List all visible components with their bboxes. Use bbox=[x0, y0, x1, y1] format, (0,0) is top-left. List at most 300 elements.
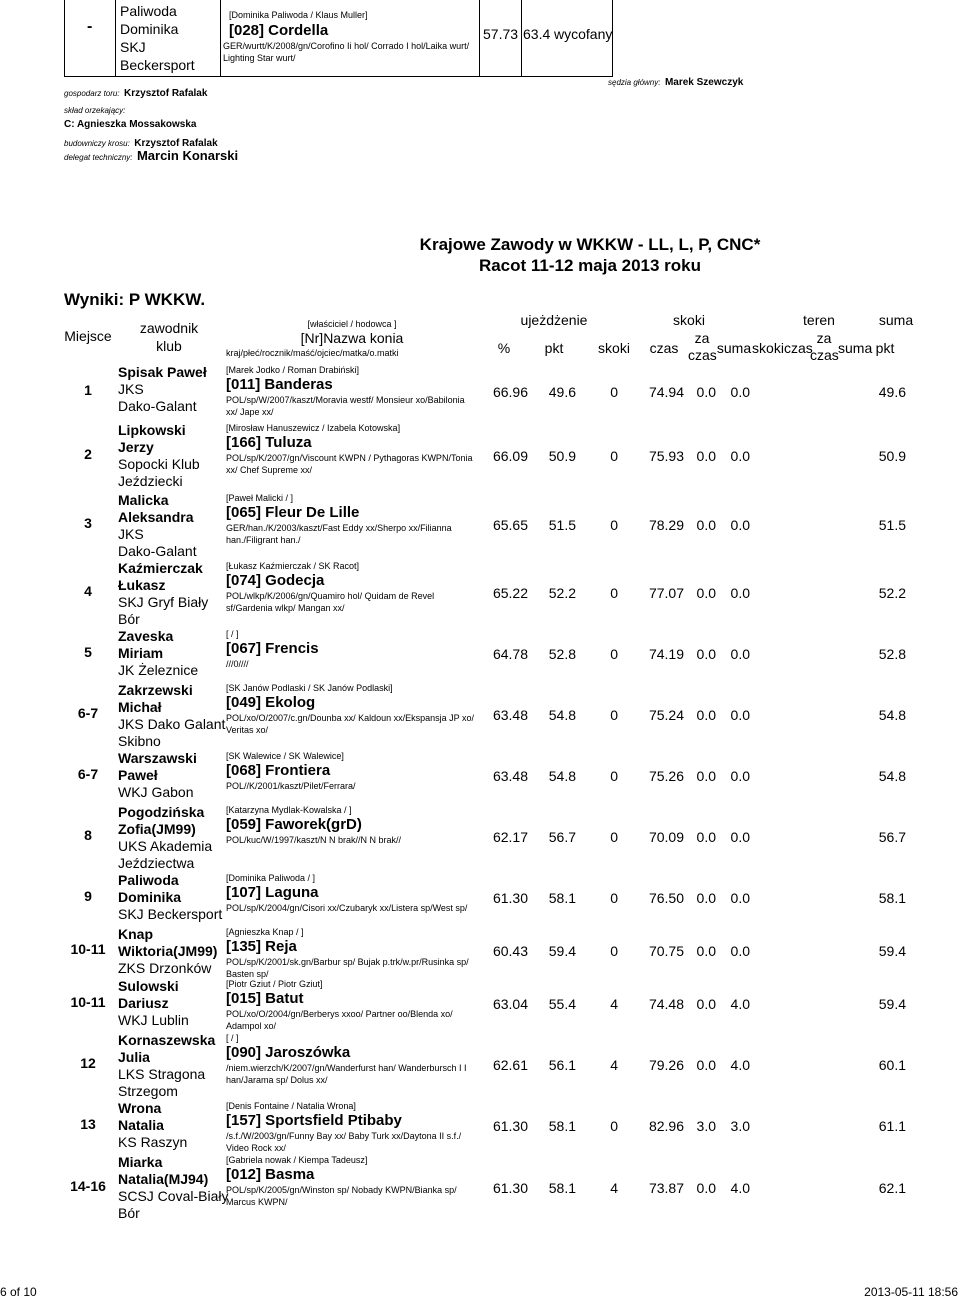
rider-line: Kornaszewska bbox=[118, 1032, 216, 1048]
row-pct: 60.43 bbox=[492, 943, 528, 959]
rider-line: Skibno bbox=[118, 733, 161, 749]
hdr-place: Miejsce bbox=[64, 328, 112, 344]
chief-label: sędzia główny: bbox=[608, 78, 661, 87]
rider-line: Zaveska bbox=[118, 628, 174, 644]
rider-line: Jeździectwa bbox=[118, 855, 195, 871]
row-horse bbox=[226, 804, 478, 846]
row-rider bbox=[118, 1154, 228, 1222]
row-horse-details: POL/sp/K/2005/gn/Winston sp/ Nobady KWPN/Bianka sp/ Marcus KWPN/ bbox=[226, 1185, 457, 1207]
rider-line: Paliwoda bbox=[118, 872, 179, 888]
row-horse bbox=[226, 682, 478, 736]
row-horse-details: /s.f./W/2003/gn/Funny Bay xx/ Baby Turk xx/Daytona II s.f./ Video Rock xx/ bbox=[226, 1131, 462, 1153]
row-pkt: 52.8 bbox=[548, 646, 576, 662]
hdr-cczas: czas bbox=[784, 340, 813, 356]
row-horse-details: POL/xo/O/2004/gn/Berberys xxoo/ Partner oo/Blenda xo/ Adampol xo/ bbox=[226, 1009, 453, 1031]
row-place: 1 bbox=[84, 382, 92, 398]
row-horse bbox=[226, 872, 478, 914]
rider-line: Jeździecki bbox=[118, 473, 183, 489]
row-horse-name: [074] Godecja bbox=[226, 572, 325, 589]
row-czas: 76.50 bbox=[648, 890, 684, 906]
delegate-label: delegat techniczny: bbox=[64, 153, 133, 162]
row-pkt: 56.7 bbox=[548, 829, 576, 845]
row-czas: 75.93 bbox=[648, 448, 684, 464]
course-name: Krzysztof Rafalak bbox=[134, 138, 218, 149]
top-rider bbox=[120, 2, 195, 74]
row-owner: [Mirosław Hanuszewicz / Izabela Kotowska] bbox=[226, 423, 401, 433]
row-horse-details: POL/sp/W/2007/kaszt/Moravia westf/ Monsieur xo/Babilonia xx/ Jape xx/ bbox=[226, 395, 465, 417]
row-pct: 64.78 bbox=[492, 646, 528, 662]
row-horse bbox=[226, 1154, 478, 1208]
rider-line: Strzegom bbox=[118, 1083, 178, 1099]
rider-line: Zakrzewski bbox=[118, 682, 193, 698]
rider-line: Dako-Galant bbox=[118, 543, 197, 559]
row-total: 59.4 bbox=[878, 996, 906, 1012]
row-suma: 0.0 bbox=[730, 890, 750, 906]
row-horse-details: POL/sp/K/2007/gn/Viscount KWPN / Pythagoras KWPN/Tonia xx/ Chef Supreme xx/ bbox=[226, 453, 473, 475]
row-total: 52.8 bbox=[878, 646, 906, 662]
rider-line: Wiktoria(JM99) bbox=[118, 943, 218, 959]
hdr-pkt: pkt bbox=[544, 340, 564, 356]
results-label: Wyniki: P WKKW. bbox=[64, 290, 206, 309]
row-horse-details: POL/kuc/W/1997/kaszt/N N brak//N N brak// bbox=[226, 835, 402, 845]
hdr-horse: [Nr]Nazwa konia bbox=[300, 330, 404, 346]
row-horse-details: /niem.wierzch/K/2007/gn/Wanderfurst han/ Wanderbursch I I han/Jarama sp/ Dolus xx/ bbox=[226, 1063, 467, 1085]
row-pct: 65.65 bbox=[492, 517, 528, 533]
row-skoki: 0 bbox=[610, 646, 618, 662]
row-skoki: 0 bbox=[610, 890, 618, 906]
top-horse-name: [028] Cordella bbox=[229, 22, 329, 39]
row-za: 0.0 bbox=[696, 384, 716, 400]
row-place: 6-7 bbox=[77, 705, 99, 721]
row-skoki: 0 bbox=[610, 1118, 618, 1134]
row-place: 9 bbox=[84, 888, 92, 904]
row-horse-name: [067] Frencis bbox=[226, 640, 319, 657]
row-horse-details: ///0//// bbox=[226, 659, 249, 669]
row-suma: 0.0 bbox=[730, 707, 750, 723]
table-row bbox=[64, 924, 960, 979]
row-horse-details: GER/han./K/2003/kaszt/Fast Eddy xx/Sherpo xx/Filianna han./Filigrant han./ bbox=[226, 523, 452, 545]
row-suma: 0.0 bbox=[730, 384, 750, 400]
hdr-suma: suma bbox=[716, 340, 752, 356]
rider-line: WKJ Gabon bbox=[118, 784, 194, 800]
judges-name: C: Agnieszka Mossakowska bbox=[64, 119, 197, 130]
row-za: 0.0 bbox=[696, 585, 716, 601]
rider-line: WKJ Lublin bbox=[118, 1012, 189, 1028]
row-owner: [Marek Jodko / Roman Drabiński] bbox=[226, 365, 360, 375]
row-owner: [Paweł Malicki / ] bbox=[226, 493, 294, 503]
table-row bbox=[64, 802, 960, 870]
row-pkt: 58.1 bbox=[548, 890, 576, 906]
row-pct: 61.30 bbox=[492, 1118, 528, 1134]
delegate-line bbox=[64, 147, 238, 165]
row-total: 60.1 bbox=[878, 1057, 906, 1073]
row-total: 61.1 bbox=[878, 1118, 906, 1134]
title-line1: Krajowe Zawody w WKKW - LL, L, P, CNC* bbox=[419, 235, 761, 254]
rider-line: Julia bbox=[118, 1049, 150, 1065]
row-horse-name: [107] Laguna bbox=[226, 884, 319, 901]
table-row bbox=[64, 680, 960, 748]
row-horse-name: [059] Faworek(grD) bbox=[226, 816, 362, 833]
row-horse-name: [068] Frontiera bbox=[226, 762, 331, 779]
top-rider-line: Dominika bbox=[120, 21, 179, 37]
title-line2: Racot 11-12 maja 2013 roku bbox=[478, 256, 702, 275]
row-rider bbox=[118, 1100, 187, 1151]
row-owner: [SK Walewice / SK Walewice] bbox=[226, 751, 344, 761]
row-horse bbox=[226, 750, 478, 792]
row-owner: [Katarzyna Mydlak-Kowalska / ] bbox=[226, 805, 352, 815]
row-za: 0.0 bbox=[696, 1057, 716, 1073]
row-owner: [ / ] bbox=[226, 1033, 239, 1043]
row-skoki: 0 bbox=[610, 585, 618, 601]
row-owner: [Łukasz Kaźmierczak / SK Racot] bbox=[226, 561, 360, 571]
hdr-czaczas: czas bbox=[810, 347, 839, 363]
hdr-cross: teren bbox=[803, 312, 835, 328]
table-row bbox=[64, 626, 960, 680]
row-czas: 74.48 bbox=[648, 996, 684, 1012]
row-horse bbox=[226, 422, 478, 476]
rider-line: Zofia(JM99) bbox=[118, 821, 196, 837]
row-pct: 65.22 bbox=[492, 585, 528, 601]
row-suma: 0.0 bbox=[730, 585, 750, 601]
table-row bbox=[64, 1152, 960, 1222]
page-title bbox=[220, 234, 960, 276]
row-pct: 63.04 bbox=[492, 996, 528, 1012]
row-place: 5 bbox=[84, 644, 92, 660]
top-rider-line: Paliwoda bbox=[120, 3, 177, 19]
rider-line: ZKS Drzonków bbox=[118, 960, 212, 976]
rider-line: Knap bbox=[118, 926, 153, 942]
row-rider bbox=[118, 492, 197, 560]
rider-line: UKS Akademia bbox=[118, 838, 213, 854]
table-row bbox=[64, 362, 960, 420]
row-place: 6-7 bbox=[77, 766, 99, 782]
row-czas: 74.19 bbox=[648, 646, 684, 662]
rider-line: SKJ Beckersport bbox=[118, 906, 223, 922]
row-rider bbox=[118, 926, 217, 977]
row-pkt: 55.4 bbox=[548, 996, 576, 1012]
hdr-za: za bbox=[694, 330, 710, 346]
row-pct: 62.17 bbox=[492, 829, 528, 845]
chief-name: Marek Szewczyk bbox=[664, 77, 744, 88]
rider-line: Jerzy bbox=[118, 439, 154, 455]
table-row bbox=[64, 558, 960, 626]
row-total: 52.2 bbox=[878, 585, 906, 601]
rider-line: Dominika bbox=[118, 889, 182, 905]
rider-line: JK Żeleznice bbox=[118, 662, 199, 678]
chief-line bbox=[608, 72, 743, 90]
row-total: 56.7 bbox=[878, 829, 906, 845]
top-rider-cell bbox=[115, 0, 221, 77]
row-suma: 4.0 bbox=[730, 996, 750, 1012]
row-czas: 75.26 bbox=[648, 768, 684, 784]
top-score2: 63.4 bbox=[523, 26, 551, 42]
row-suma: 0.0 bbox=[730, 646, 750, 662]
rider-line: Spisak Paweł bbox=[118, 364, 207, 380]
hdr-zaczas: czas bbox=[688, 347, 717, 363]
top-dash: - bbox=[87, 18, 93, 35]
row-total: 49.6 bbox=[878, 384, 906, 400]
row-owner: [Dominika Paliwoda / ] bbox=[226, 873, 316, 883]
row-rider bbox=[118, 978, 189, 1029]
host-name: Krzysztof Rafalak bbox=[124, 88, 208, 99]
rider-line: Sulowski bbox=[118, 978, 179, 994]
hdr-jczas: czas bbox=[649, 340, 679, 356]
row-place: 14-16 bbox=[70, 1178, 106, 1194]
hdr-dressage: ujeżdżenie bbox=[520, 312, 588, 328]
row-pct: 61.30 bbox=[492, 890, 528, 906]
row-czas: 82.96 bbox=[648, 1118, 684, 1134]
rider-line: LKS Stragona bbox=[118, 1066, 206, 1082]
row-horse bbox=[226, 1100, 478, 1154]
top-score-cell bbox=[479, 0, 613, 77]
row-pkt: 50.9 bbox=[548, 448, 576, 464]
row-pkt: 58.1 bbox=[548, 1118, 576, 1134]
row-za: 3.0 bbox=[696, 1118, 716, 1134]
row-horse-details: POL/sp/K/2004/gn/Cisori xx/Czubaryk xx/Listera sp/West sp/ bbox=[226, 903, 468, 913]
row-suma: 3.0 bbox=[730, 1118, 750, 1134]
table-row bbox=[64, 490, 960, 558]
row-skoki: 0 bbox=[610, 707, 618, 723]
row-place: 10-11 bbox=[70, 994, 106, 1010]
row-place: 2 bbox=[84, 446, 92, 462]
rider-line: Bór bbox=[118, 611, 140, 627]
hdr-details: kraj/płeć/rocznik/maść/ojciec/matka/o.matki bbox=[226, 348, 399, 358]
row-pct: 61.30 bbox=[492, 1180, 528, 1196]
hdr-csuma: suma bbox=[838, 340, 873, 356]
row-horse bbox=[226, 978, 478, 1032]
row-total: 51.5 bbox=[878, 517, 906, 533]
row-za: 0.0 bbox=[696, 646, 716, 662]
row-suma: 0.0 bbox=[730, 768, 750, 784]
row-total: 54.8 bbox=[878, 768, 906, 784]
top-dash-cell bbox=[64, 0, 116, 77]
row-za: 0.0 bbox=[696, 707, 716, 723]
row-za: 0.0 bbox=[696, 448, 716, 464]
row-skoki: 0 bbox=[610, 448, 618, 464]
row-horse-name: [065] Fleur De Lille bbox=[226, 504, 360, 521]
row-horse bbox=[226, 628, 478, 670]
row-rider bbox=[118, 682, 225, 750]
hdr-cza: za bbox=[816, 330, 832, 346]
row-za: 0.0 bbox=[696, 943, 716, 959]
row-rider bbox=[118, 364, 207, 415]
table-row bbox=[64, 1030, 960, 1098]
row-suma: 0.0 bbox=[730, 517, 750, 533]
row-rider bbox=[118, 560, 208, 628]
row-za: 0.0 bbox=[696, 768, 716, 784]
rider-line: Natalia(MJ94) bbox=[118, 1171, 209, 1187]
rider-line: SKJ Gryf Biały bbox=[118, 594, 209, 610]
footer-page: 6 of 10 bbox=[0, 1285, 37, 1299]
row-total: 50.9 bbox=[878, 448, 906, 464]
rider-line: Kaźmierczak bbox=[118, 560, 203, 576]
top-rider-line: SKJ bbox=[120, 39, 146, 55]
row-suma: 0.0 bbox=[730, 829, 750, 845]
rider-line: Dako-Galant bbox=[118, 398, 197, 414]
row-skoki: 4 bbox=[610, 996, 618, 1012]
rider-line: SCSJ Coval-Biały bbox=[118, 1188, 229, 1204]
row-horse-name: [011] Banderas bbox=[226, 376, 333, 393]
row-skoki: 0 bbox=[610, 384, 618, 400]
row-czas: 79.26 bbox=[648, 1057, 684, 1073]
row-horse-name: [012] Basma bbox=[226, 1166, 315, 1183]
row-pkt: 54.8 bbox=[548, 768, 576, 784]
rider-line: JKS bbox=[118, 381, 144, 397]
row-pkt: 58.1 bbox=[548, 1180, 576, 1196]
rider-line: Miarka bbox=[118, 1154, 163, 1170]
row-pct: 63.48 bbox=[492, 707, 528, 723]
host-line bbox=[64, 83, 207, 101]
rider-line: Paweł bbox=[118, 767, 158, 783]
row-owner: [Denis Fontaine / Natalia Wrona] bbox=[226, 1101, 356, 1111]
row-suma: 4.0 bbox=[730, 1180, 750, 1196]
row-horse-name: [157] Sportsfield Ptibaby bbox=[226, 1112, 402, 1129]
row-pkt: 56.1 bbox=[548, 1057, 576, 1073]
rider-line: Michał bbox=[118, 699, 162, 715]
row-pkt: 54.8 bbox=[548, 707, 576, 723]
hdr-owner: [właściciel / hodowca ] bbox=[307, 319, 397, 329]
row-horse-name: [166] Tuluza bbox=[226, 434, 312, 451]
table-row bbox=[64, 748, 960, 802]
row-total: 59.4 bbox=[878, 943, 906, 959]
top-horse-details: GER/wurtt/K/2008/gn/Corofino Ii hol/ Corrado I hol/Laika wurt/ Lighting Star wurt/ bbox=[223, 41, 470, 63]
table-row bbox=[64, 870, 960, 924]
row-czas: 74.94 bbox=[648, 384, 684, 400]
row-owner: [Piotr Gziut / Piotr Gziut] bbox=[226, 979, 323, 989]
row-place: 8 bbox=[84, 827, 92, 843]
row-horse-name: [015] Batut bbox=[226, 990, 304, 1007]
row-czas: 73.87 bbox=[648, 1180, 684, 1196]
hdr-pct: % bbox=[497, 340, 511, 356]
row-place: 4 bbox=[84, 583, 92, 599]
row-total: 58.1 bbox=[878, 890, 906, 906]
row-pct: 62.61 bbox=[492, 1057, 528, 1073]
row-owner: [ / ] bbox=[226, 629, 239, 639]
row-rider bbox=[118, 1032, 215, 1100]
row-czas: 78.29 bbox=[648, 517, 684, 533]
row-pct: 66.96 bbox=[492, 384, 528, 400]
row-pkt: 49.6 bbox=[548, 384, 576, 400]
row-za: 0.0 bbox=[696, 829, 716, 845]
row-place: 3 bbox=[84, 515, 92, 531]
hdr-tpkt: pkt bbox=[875, 340, 895, 356]
row-owner: [Gabriela nowak / Kiempa Tadeusz] bbox=[226, 1155, 368, 1165]
row-skoki: 0 bbox=[610, 943, 618, 959]
row-total: 62.1 bbox=[878, 1180, 906, 1196]
rider-line: KS Raszyn bbox=[118, 1134, 188, 1150]
footer-datetime: 2013-05-11 18:56 bbox=[864, 1285, 958, 1299]
row-horse-details: POL//K/2001/kaszt/Pilet/Ferrara/ bbox=[226, 781, 356, 791]
row-za: 0.0 bbox=[696, 517, 716, 533]
table-header bbox=[64, 310, 960, 362]
table-row bbox=[64, 1098, 960, 1152]
row-za: 0.0 bbox=[696, 996, 716, 1012]
row-horse-details: POL/wlkp/K/2006/gn/Quamiro hol/ Quidam de Revel sf/Gardenia wlkp/ Mangan xx/ bbox=[226, 591, 435, 613]
row-total: 54.8 bbox=[878, 707, 906, 723]
row-horse bbox=[226, 1032, 478, 1086]
rider-line: Dariusz bbox=[118, 995, 169, 1011]
row-rider bbox=[118, 750, 197, 801]
row-owner: [SK Janów Podlaski / SK Janów Podlaski] bbox=[226, 683, 393, 693]
rider-line: Malicka bbox=[118, 492, 169, 508]
host-label: gospodarz toru: bbox=[64, 89, 120, 98]
row-czas: 70.75 bbox=[648, 943, 684, 959]
row-rider bbox=[118, 628, 198, 679]
hdr-jumping: skoki bbox=[673, 312, 705, 328]
row-pkt: 59.4 bbox=[548, 943, 576, 959]
row-czas: 77.07 bbox=[648, 585, 684, 601]
row-suma: 4.0 bbox=[730, 1057, 750, 1073]
row-horse-name: [090] Jaroszówka bbox=[226, 1044, 351, 1061]
rider-line: Łukasz bbox=[118, 577, 166, 593]
rider-line: JKS bbox=[118, 526, 144, 542]
row-czas: 75.24 bbox=[648, 707, 684, 723]
delegate-name: Marcin Konarski bbox=[136, 148, 239, 163]
row-horse bbox=[226, 560, 478, 614]
row-horse-details: POL/sp/K/2001/sk.gn/Barbur sp/ Bujak p.trk/w.pr/Rusinka sp/ Basten sp/ bbox=[226, 957, 469, 979]
row-skoki: 0 bbox=[610, 829, 618, 845]
row-za: 0.0 bbox=[696, 1180, 716, 1196]
rider-line: Miriam bbox=[118, 645, 164, 661]
row-suma: 0.0 bbox=[730, 943, 750, 959]
row-skoki: 0 bbox=[610, 768, 618, 784]
course-label: budowniczy krosu: bbox=[64, 139, 130, 148]
rider-line: Bór bbox=[118, 1205, 140, 1221]
row-pct: 63.48 bbox=[492, 768, 528, 784]
top-owner: [Dominika Paliwoda / Klaus Muller] bbox=[229, 10, 368, 20]
rider-line: Wrona bbox=[118, 1100, 162, 1116]
hdr-club: klub bbox=[156, 338, 182, 354]
row-suma: 0.0 bbox=[730, 448, 750, 464]
row-pkt: 52.2 bbox=[548, 585, 576, 601]
rider-line: Lipkowski bbox=[118, 422, 186, 438]
judges-label: skład orzekający: bbox=[64, 106, 126, 115]
row-rider bbox=[118, 804, 212, 872]
rider-line: Pogodzińska bbox=[118, 804, 205, 820]
top-rider-line: Beckersport bbox=[120, 57, 195, 73]
row-place: 10-11 bbox=[70, 941, 106, 957]
hdr-jskoki: skoki bbox=[598, 340, 630, 356]
row-horse-name: [135] Reja bbox=[226, 938, 297, 955]
row-rider bbox=[118, 872, 222, 923]
rider-line: JKS Dako Galant bbox=[118, 716, 226, 732]
row-horse bbox=[226, 492, 478, 546]
top-status: wycofany bbox=[554, 26, 613, 42]
row-horse bbox=[226, 364, 478, 418]
row-place: 12 bbox=[80, 1055, 96, 1071]
rider-line: Aleksandra bbox=[118, 509, 194, 525]
row-czas: 70.09 bbox=[648, 829, 684, 845]
hdr-cskoki: skoki bbox=[752, 340, 784, 356]
row-horse-name: [049] Ekolog bbox=[226, 694, 316, 711]
table-row bbox=[64, 976, 960, 1030]
rider-line: Sopocki Klub bbox=[118, 456, 200, 472]
row-skoki: 4 bbox=[610, 1057, 618, 1073]
top-horse-cell bbox=[220, 0, 480, 77]
row-pkt: 51.5 bbox=[548, 517, 576, 533]
hdr-total: suma bbox=[878, 312, 914, 328]
table-row bbox=[64, 420, 960, 490]
row-owner: [Agnieszka Knap / ] bbox=[226, 927, 304, 937]
rider-line: Natalia bbox=[118, 1117, 164, 1133]
row-za: 0.0 bbox=[696, 890, 716, 906]
row-place: 13 bbox=[80, 1116, 96, 1132]
row-rider bbox=[118, 422, 200, 490]
row-skoki: 0 bbox=[610, 517, 618, 533]
row-horse-details: POL/xo/O/2007/c.gn/Dounba xx/ Kaldoun xx/Ekspansja JP xo/ Veritas xo/ bbox=[226, 713, 474, 735]
rider-line: Warszawski bbox=[118, 750, 197, 766]
row-horse bbox=[226, 926, 478, 980]
